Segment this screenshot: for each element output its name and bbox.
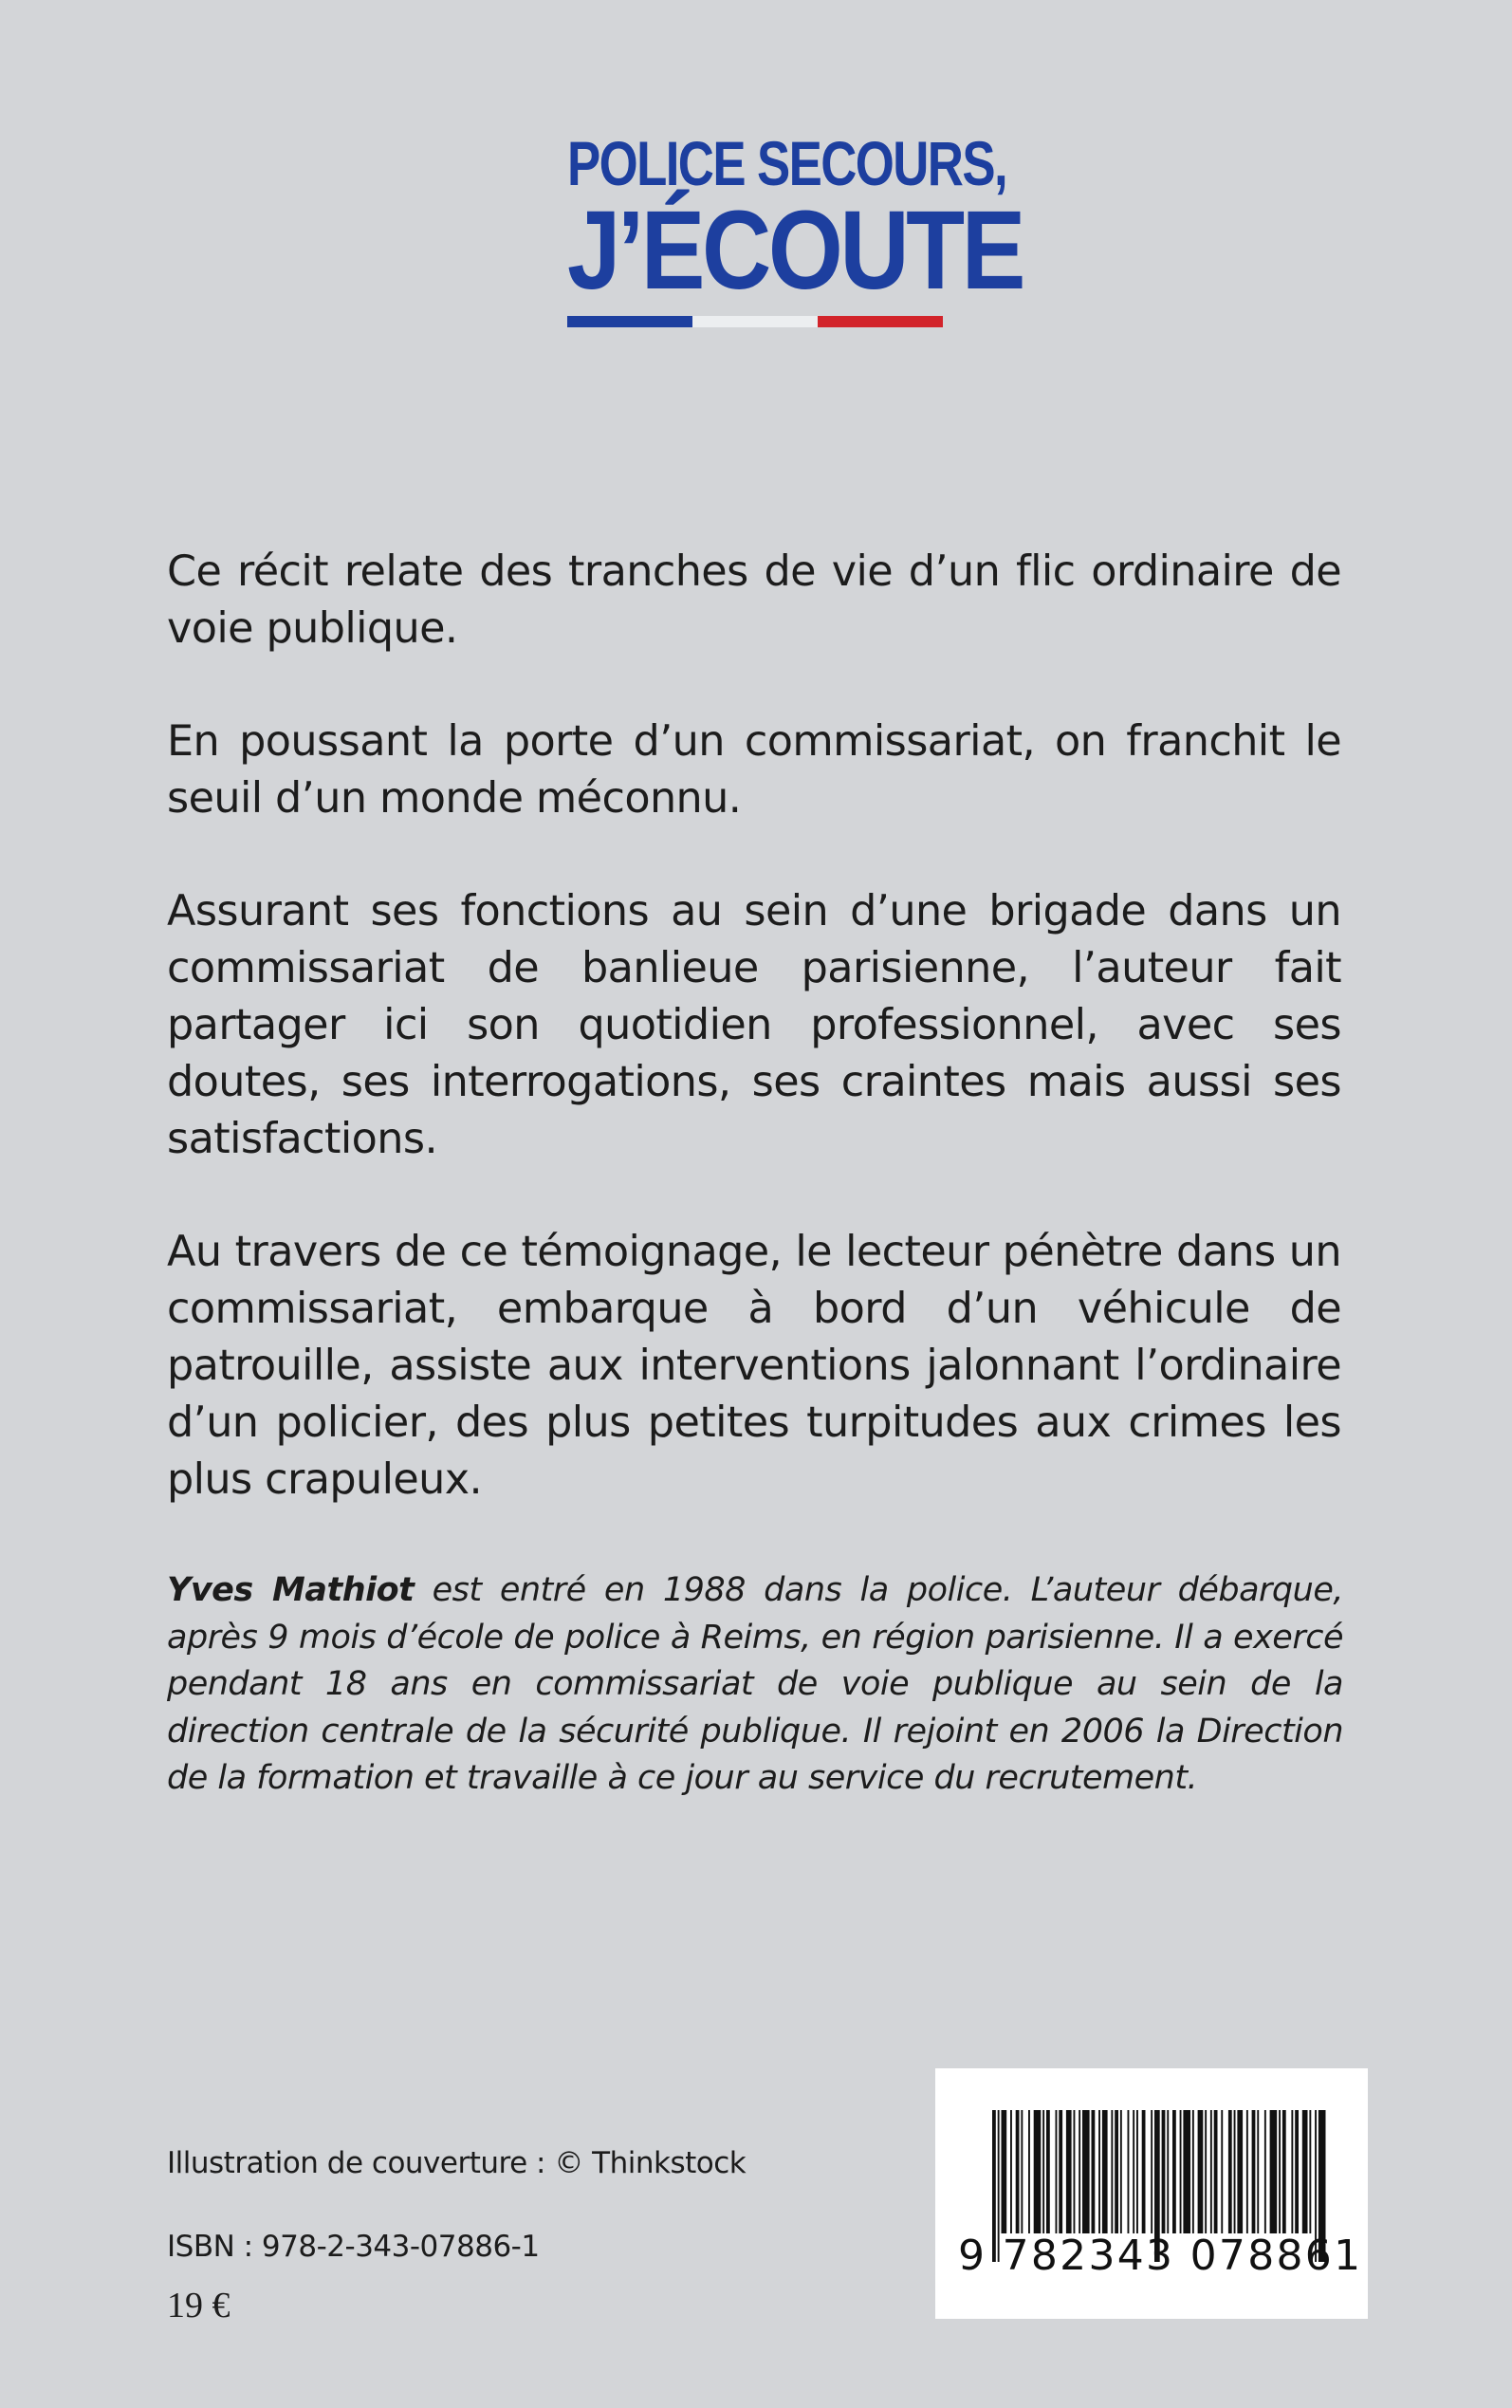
barcode-bar bbox=[1270, 2110, 1278, 2233]
barcode-bar bbox=[1228, 2110, 1232, 2233]
barcode-bar bbox=[1151, 2110, 1152, 2233]
barcode-bar bbox=[1210, 2110, 1212, 2233]
barcode-digits: 9 782343 078861 bbox=[958, 2232, 1363, 2280]
barcode-bar bbox=[1010, 2110, 1012, 2233]
barcode bbox=[935, 2068, 1368, 2319]
barcode-bar bbox=[1192, 2110, 1194, 2233]
barcode-bar bbox=[1180, 2110, 1182, 2233]
barcode-bar bbox=[1167, 2110, 1169, 2233]
barcode-bar bbox=[1246, 2110, 1248, 2233]
barcode-bar bbox=[1028, 2110, 1030, 2233]
author-bio bbox=[167, 1567, 1343, 1803]
blurb-paragraph-4: Au travers de ce témoignage, le lecteur pénètre dans un commissariat, embarque à bord d’un véhicule de patrouille, assiste aux interventions jalonnant l’ordinaire d’un policier, des plus petites turpitudes aux crimes les plus crapuleux. bbox=[167, 1228, 1341, 1504]
barcode-bar bbox=[1172, 2110, 1176, 2233]
barcode-bar bbox=[1295, 2110, 1299, 2233]
barcode-bar bbox=[1282, 2110, 1286, 2233]
tricolor-bar bbox=[567, 316, 943, 327]
barcode-bar bbox=[1111, 2110, 1113, 2233]
barcode-bar bbox=[1214, 2110, 1218, 2233]
barcode-bar bbox=[1136, 2110, 1138, 2233]
author-name: Yves Mathiot bbox=[167, 1571, 415, 1609]
barcode-bar bbox=[1098, 2110, 1100, 2233]
barcode-bar bbox=[1234, 2110, 1236, 2233]
barcode-bars bbox=[935, 2068, 1368, 2319]
barcode-bar bbox=[1142, 2110, 1146, 2233]
flag-blue-segment bbox=[567, 316, 692, 327]
barcode-bar bbox=[1002, 2110, 1007, 2233]
barcode-bar bbox=[1115, 2110, 1118, 2233]
barcode-bar bbox=[1309, 2110, 1311, 2233]
barcode-bar bbox=[1291, 2110, 1293, 2233]
barcode-bar bbox=[1198, 2110, 1204, 2233]
illustration-credit: Illustration de couverture : © Thinkstock bbox=[167, 2146, 747, 2180]
barcode-bar bbox=[1302, 2110, 1308, 2233]
book-title bbox=[567, 128, 1023, 313]
barcode-bar bbox=[1042, 2110, 1044, 2233]
barcode-bar bbox=[1056, 2110, 1058, 2233]
barcode-bar bbox=[1059, 2110, 1062, 2233]
barcode-bar bbox=[1279, 2110, 1281, 2233]
barcode-bar bbox=[1133, 2110, 1134, 2233]
barcode-bar bbox=[1257, 2110, 1259, 2233]
barcode-bar bbox=[1079, 2110, 1080, 2233]
author-bio-text: est entré en 1988 dans la police. L’auteur débarque, après 9 mois d’école de police à Reims, en région parisienne. Il a exercé pendant 18 ans en commissariat de voie publique au sein de la direction centrale de la sécurité publique. Il rejoint en 2006 la Direction de la formation et travaille à ce jour au service du recrutement. bbox=[167, 1571, 1343, 1797]
barcode-bar bbox=[1066, 2110, 1072, 2233]
title-line-2: J’ÉCOUTE bbox=[567, 188, 1023, 313]
barcode-bar bbox=[1016, 2110, 1020, 2233]
barcode-bar bbox=[1120, 2110, 1122, 2233]
barcode-bar bbox=[1021, 2110, 1023, 2233]
flag-white-segment bbox=[692, 316, 818, 327]
price: 19 € bbox=[167, 2286, 230, 2325]
barcode-bar bbox=[1205, 2110, 1207, 2233]
barcode-bar bbox=[1264, 2110, 1266, 2233]
flag-red-segment bbox=[818, 316, 943, 327]
barcode-bar bbox=[1102, 2110, 1108, 2233]
barcode-bar bbox=[1034, 2110, 1042, 2233]
barcode-bar bbox=[1162, 2110, 1166, 2233]
barcode-bar bbox=[1128, 2110, 1130, 2233]
isbn: ISBN : 978-2-343-07886-1 bbox=[167, 2230, 540, 2264]
blurb-paragraph-2: En poussant la porte d’un commissariat, on franchit le seuil d’un monde méconnu. bbox=[167, 717, 1341, 823]
barcode-bar bbox=[1252, 2110, 1256, 2233]
barcode-bar bbox=[1221, 2110, 1223, 2233]
title-line-1: POLICE SECOURS, bbox=[567, 128, 1007, 198]
back-cover-blurb bbox=[167, 544, 1341, 1565]
barcode-bar bbox=[1046, 2110, 1050, 2233]
barcode-bar bbox=[1074, 2110, 1076, 2233]
barcode-bar bbox=[1237, 2110, 1243, 2233]
barcode-bar bbox=[1082, 2110, 1090, 2233]
blurb-paragraph-3: Assurant ses fonctions au sein d’une brigade dans un commissariat de banlieue parisienne, l’auteur fait partager ici son quotidien professionnel, avec ses doutes, ses interrogations, ses craintes mais aussi ses satisfactions. bbox=[167, 887, 1341, 1163]
barcode-bar bbox=[1092, 2110, 1096, 2233]
blurb-paragraph-1: Ce récit relate des tranches de vie d’un flic ordinaire de voie publique. bbox=[167, 547, 1341, 653]
barcode-bar bbox=[1183, 2110, 1190, 2233]
